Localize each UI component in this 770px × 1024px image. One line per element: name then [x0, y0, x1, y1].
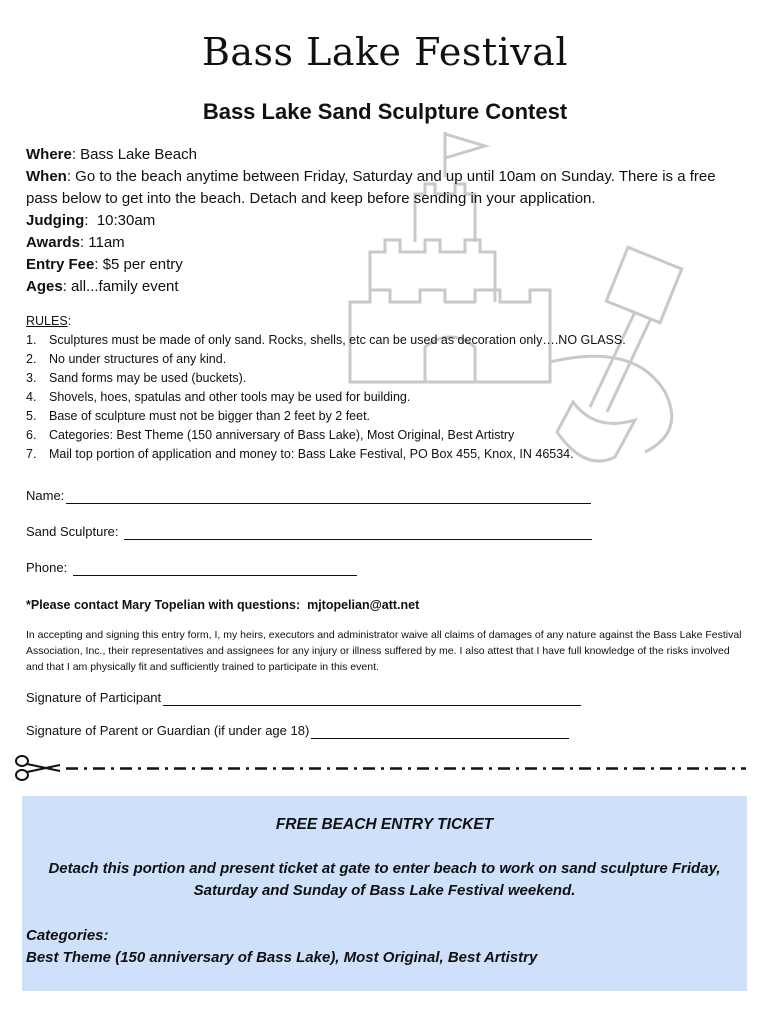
- rule-item: 3. Sand forms may be used (buckets).: [26, 371, 247, 385]
- name-input-line[interactable]: [66, 491, 591, 504]
- rule-item: 2. No under structures of any kind.: [26, 352, 227, 366]
- guardian-signature-label: Signature of Parent or Guardian (if under age 18): [26, 723, 310, 738]
- waiver-text: In accepting and signing this entry form, I, my heirs, executors and administrator waive all claims of damages of any nature against the Bass Lake Festival Association, Inc., their representatives and assignees for any injury or illness suffered by me. I also attest that I have full knowledge of the risks involved and that I am physically fit and sufficiently trained to participate in this event.: [26, 629, 742, 673]
- rules-list: [26, 331, 746, 464]
- participant-signature-line[interactable]: [163, 693, 581, 706]
- sand-sculpture-label: Sand Sculpture:: [26, 524, 123, 539]
- entry-fee-line: Entry Fee: $5 per entry: [26, 256, 183, 273]
- rule-item: 4. Shovels, hoes, spatulas and other tools may be used for building.: [26, 390, 411, 404]
- phone-label: Phone:: [26, 560, 71, 575]
- participant-signature-label: Signature of Participant: [26, 690, 162, 705]
- when-line: When: Go to the beach anytime between Friday, Saturday and up until 10am on Sunday. There is a free pass below to get into the beach. Detach and keep before sending in your application.: [26, 168, 716, 207]
- where-line: Where: Bass Lake Beach: [26, 146, 197, 163]
- guardian-signature-line[interactable]: [311, 726, 569, 739]
- scissors-icon: [14, 752, 62, 784]
- ticket-categories: Best Theme (150 anniversary of Bass Lake), Most Original, Best Artistry: [26, 949, 538, 966]
- cut-line: [14, 752, 739, 784]
- awards-line: Awards: 11am: [26, 234, 125, 251]
- free-beach-entry-ticket: [22, 796, 747, 991]
- sand-sculpture-field: [26, 524, 592, 540]
- ticket-categories-label: Categories:: [26, 927, 109, 944]
- phone-input-line[interactable]: [73, 563, 357, 576]
- rules-heading: RULES:: [26, 314, 72, 328]
- contact-note: *Please contact Mary Topelian with questions: mjtopelian@att.net: [26, 598, 420, 612]
- ages-line: Ages: all...family event: [26, 278, 179, 295]
- name-field: [26, 488, 591, 504]
- participant-signature-field: [26, 690, 581, 706]
- rule-item: 5. Base of sculpture must not be bigger than 2 feet by 2 feet.: [26, 409, 371, 423]
- phone-field: [26, 560, 357, 576]
- festival-title: Bass Lake Festival: [201, 30, 569, 74]
- ticket-title: FREE BEACH ENTRY TICKET: [275, 816, 494, 833]
- ticket-description: Detach this portion and present ticket at gate to enter beach to work on sand sculpture Friday, Saturday and Sunday of Bass Lake Festival weekend.: [48, 860, 721, 899]
- name-label: Name:: [26, 488, 65, 503]
- contest-title: Bass Lake Sand Sculpture Contest: [202, 99, 568, 124]
- rule-item: 6. Categories: Best Theme (150 anniversary of Bass Lake), Most Original, Best Artistry: [26, 428, 515, 442]
- event-info: [26, 144, 746, 298]
- judging-line: Judging: 10:30am: [26, 212, 156, 229]
- dash-dot-line: [66, 767, 746, 770]
- guardian-signature-field: [26, 723, 569, 739]
- sand-sculpture-input-line[interactable]: [124, 527, 592, 540]
- rule-item: 7. Mail top portion of application and money to: Bass Lake Festival, PO Box 455, Knox, IN 46534.: [26, 447, 574, 461]
- rule-item: 1. Sculptures must be made of only sand. Rocks, shells, etc can be used as decoration only….NO GLASS.: [26, 333, 626, 347]
